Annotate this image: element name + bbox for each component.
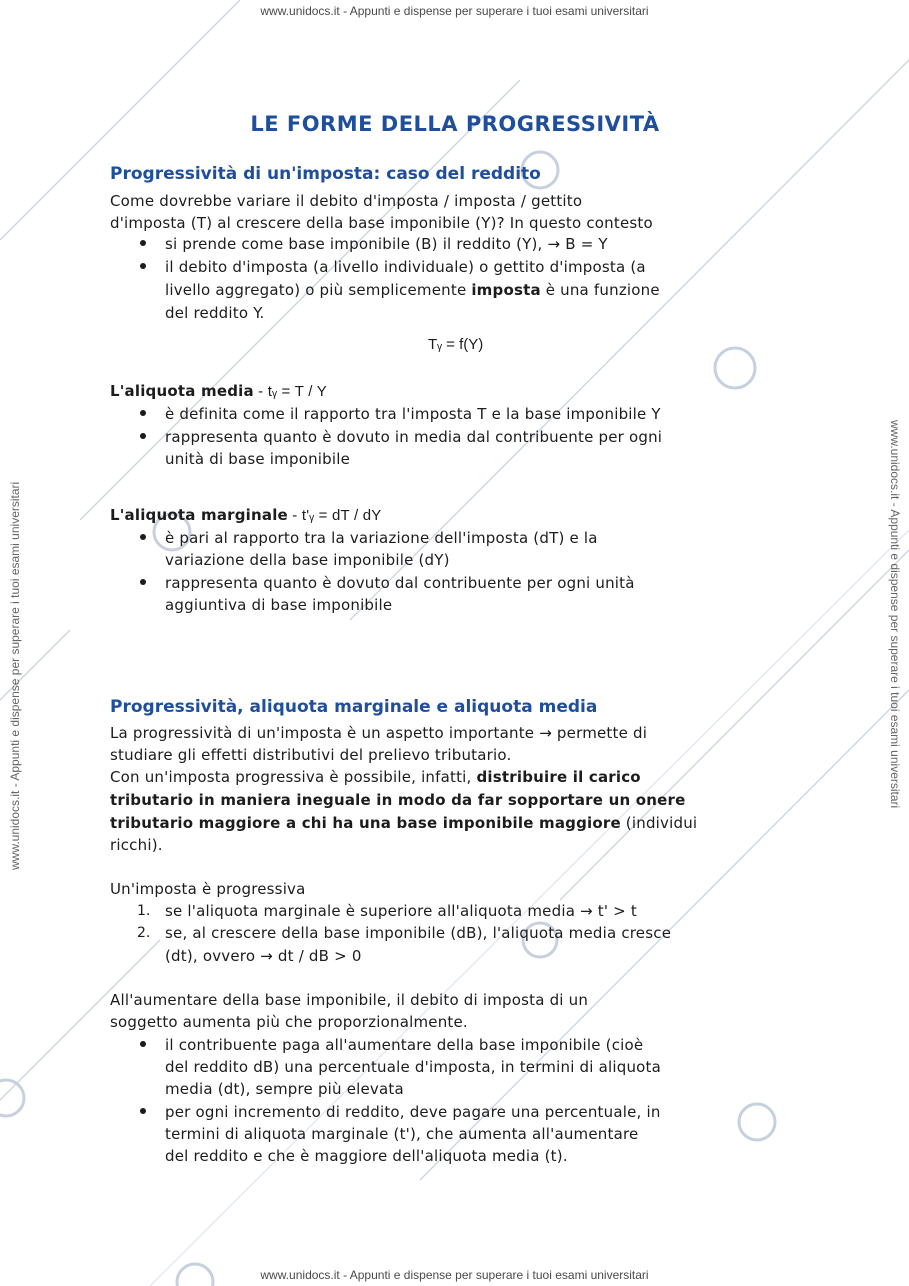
para-line: All'aumentare della base imponibile, il debito di imposta di un	[110, 991, 589, 1009]
left-side-watermark: www.unidocs.it - Appunti e dispense per superare i tuoi esami universitari	[8, 481, 22, 870]
numbered-line: (dt), ovvero → dt / dB > 0	[165, 947, 362, 965]
bullet-dot	[140, 433, 146, 439]
bullet-line: del reddito e che è maggiore dell'aliquota media (t).	[165, 1147, 568, 1165]
bullet-line: termini di aliquota marginale (t'), che aumenta all'aumentare	[165, 1125, 639, 1143]
bullet-dot	[140, 579, 146, 585]
bullet-line: aggiuntiva di base imponibile	[165, 596, 393, 614]
bullet-dot	[140, 240, 146, 246]
page-title: LE FORME DELLA PROGRESSIVITÀ	[250, 112, 660, 136]
bullet-line-rich: livello aggregato) o più semplicemente imposta è una funzione	[165, 281, 660, 299]
bullet-line: è definita come il rapporto tra l'imposta T e la base imponibile Y	[165, 405, 661, 423]
list-number: 1.	[137, 903, 151, 919]
list-number: 2.	[137, 925, 151, 941]
bullet-dot	[140, 263, 146, 269]
para-line: La progressività di un'imposta è un aspetto importante → permette di	[110, 724, 648, 742]
numbered-line: se l'aliquota marginale è superiore all'aliquota media → t' > t	[165, 902, 637, 920]
bullet-dot	[140, 534, 146, 540]
intro-line-1: Come dovrebbe variare il debito d'imposta / imposta / gettito	[110, 192, 583, 210]
formula-tax-function: Tᵧ = f(Y)	[428, 336, 484, 353]
right-side-watermark: www.unidocs.it - Appunti e dispense per superare i tuoi esami universitari	[888, 420, 902, 809]
bullet-line: per ogni incremento di reddito, deve pagare una percentuale, in	[165, 1103, 661, 1121]
para-line-rich: tributario in maniera ineguale in modo da far sopportare un onere	[110, 791, 686, 809]
para-line: soggetto aumenta più che proporzionalmente.	[110, 1013, 468, 1031]
para-line-rich: tributario maggiore a chi ha una base imponibile maggiore (individui	[110, 814, 698, 832]
average-rate-formula: - tᵧ = T / Y	[253, 383, 327, 400]
bullet-line: del reddito dB) una percentuale d'imposta, in termini di aliquota	[165, 1058, 661, 1076]
para-line-rich: Con un'imposta progressiva è possibile, infatti, distribuire il carico	[110, 768, 641, 786]
marginal-rate-label	[110, 504, 382, 527]
bullet-line: media (dt), sempre più elevata	[165, 1080, 404, 1098]
bullet-line: variazione della base imponibile (dY)	[165, 551, 450, 569]
numbered-line: se, al crescere della base imponibile (dB), l'aliquota media cresce	[165, 924, 672, 942]
bottom-watermark: www.unidocs.it - Appunti e dispense per superare i tuoi esami universitari	[260, 1268, 649, 1282]
average-rate-label	[110, 380, 327, 403]
bullet-line: rappresenta quanto è dovuto dal contribuente per ogni unità	[165, 574, 635, 592]
average-rate-term: L'aliquota media	[110, 382, 254, 400]
top-watermark: www.unidocs.it - Appunti e dispense per superare i tuoi esami universitari	[260, 4, 649, 18]
bullet-line: è pari al rapporto tra la variazione dell'imposta (dT) e la	[165, 529, 598, 547]
para-line: ricchi).	[110, 836, 163, 854]
bullet-dot	[140, 1041, 146, 1047]
list-intro: Un'imposta è progressiva	[110, 880, 306, 898]
bullet-line: il contribuente paga all'aumentare della base imponibile (cioè	[165, 1036, 644, 1054]
marginal-rate-formula: - t'ᵧ = dT / dY	[287, 507, 382, 524]
bullet-dot	[140, 410, 146, 416]
bullet-line: il debito d'imposta (a livello individuale) o gettito d'imposta (a	[165, 258, 646, 276]
intro-line-2: d'imposta (T) al crescere della base imponibile (Y)? In questo contesto	[110, 214, 653, 232]
section-heading-2: Progressività, aliquota marginale e aliquota media	[110, 697, 598, 717]
section-heading-1: Progressività di un'imposta: caso del reddito	[110, 164, 541, 184]
marginal-rate-term: L'aliquota marginale	[110, 506, 288, 524]
bullet-line: rappresenta quanto è dovuto in media dal contribuente per ogni	[165, 428, 663, 446]
bullet-line: del reddito Y.	[165, 304, 265, 322]
bullet-line: si prende come base imponibile (B) il reddito (Y), → B = Y	[165, 235, 608, 253]
para-line: studiare gli effetti distributivi del prelievo tributario.	[110, 746, 512, 764]
bullet-dot	[140, 1108, 146, 1114]
bullet-line: unità di base imponibile	[165, 450, 351, 468]
